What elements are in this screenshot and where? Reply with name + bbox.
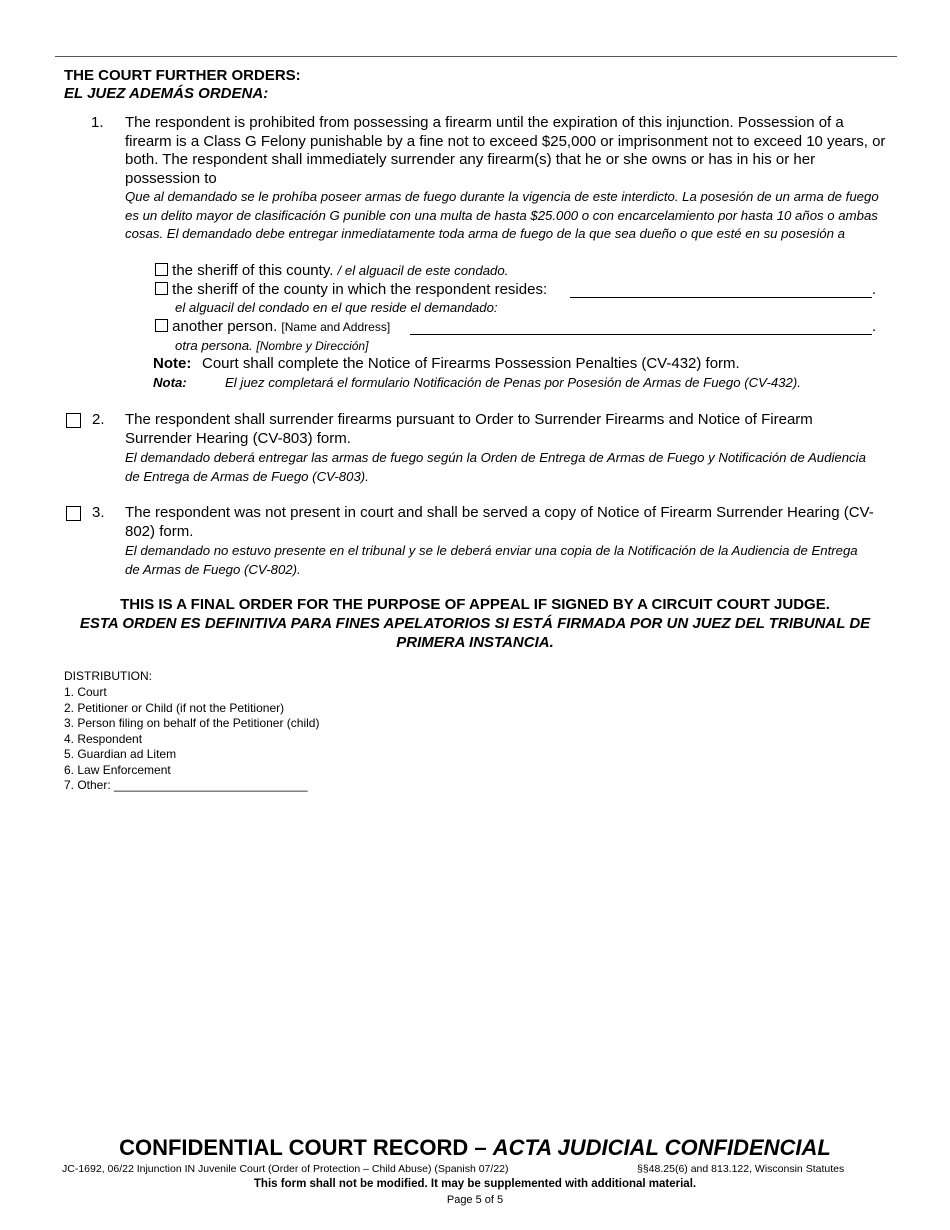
statutes: §§48.25(6) and 813.122, Wisconsin Statutes: [637, 1163, 845, 1175]
note-text: Court shall complete the Notice of Firearms Possession Penalties (CV-432) form.: [202, 355, 740, 372]
option-sheriff-residence: [155, 281, 547, 300]
sheriff-residence-input-line[interactable]: [570, 283, 872, 298]
distribution-item: 4. Respondent: [64, 731, 143, 746]
option-another-person: [155, 318, 390, 337]
distribution-item: 3. Person filing on behalf of the Petitioner (child): [64, 716, 320, 730]
item-1-text-en: The respondent is prohibited from possessing a firearm until the expiration of this injunction. Possession of a firearm is a Class G Felony punishable by a fine not to exceed $25,000 or imprisonment not to exceed 10 years, or both. The respondent shall immediately surrender any firearm(s) that he or she owns or has in his or her possession to: [125, 114, 886, 187]
another-person-checkbox[interactable]: [155, 319, 168, 332]
item-2-text-es: El demandado deberá entregar las armas de fuego según la Orden de Entrega de Armas de Fuego y Notificación de Audiencia de Entrega de Armas de Fuego (CV-803).: [125, 450, 866, 484]
distribution-item: 6. Law Enforcement: [64, 762, 171, 777]
item-1-text-es: Que al demandado se le prohíba poseer armas de fuego durante la vigencia de este interdicto. La posesión de un arma de fuego es un delito mayor de clasificación G punible con una multa de hasta $25.000 o con encarcelamiento por hasta 10 años o ambas cosas. El demandado debe entregar inmediatamente toda arma de fuego de la que sea dueño o que esté en su posesión a: [125, 189, 879, 241]
confidential-heading: [0, 1134, 950, 1162]
distribution-item: 1. Court: [64, 685, 107, 699]
distribution-item: 7. Other: _____________________________: [64, 778, 308, 792]
page-number: Page 5 of 5: [446, 1194, 504, 1206]
final-order-es: ESTA ORDEN ES DEFINITIVA PARA FINES APELATORIOS SI ESTÁ FIRMADA POR UN JUEZ DEL TRIBUNAL DE PRIMERA INSTANCIA.: [79, 615, 871, 651]
another-person-hint-es: [Nombre y Dirección]: [256, 339, 369, 353]
sheriff-residence-checkbox[interactable]: [155, 282, 168, 295]
item-2-checkbox[interactable]: [66, 413, 81, 428]
item-2-text-en: The respondent shall surrender firearms pursuant to Order to Surrender Firearms and Notice of Firearm Surrender Hearing (CV-803) form.: [125, 411, 813, 447]
item-3-number: 3.: [92, 504, 105, 521]
sheriff-this-county-checkbox[interactable]: [155, 263, 168, 276]
nota-text: El juez completará el formulario Notificación de Penas por Posesión de Armas de Fuego (CV-432).: [225, 375, 801, 390]
confidential-heading-en: CONFIDENTIAL COURT RECORD –: [119, 1135, 493, 1160]
another-person-label-es: otra persona.: [175, 338, 253, 353]
distribution-item: 5. Guardian ad Litem: [64, 747, 177, 761]
item-2-number: 2.: [92, 411, 105, 428]
top-rule: [55, 56, 897, 57]
sheriff-residence-label-es: el alguacil del condado en el que reside el demandado:: [175, 300, 498, 315]
section-title-en: THE COURT FURTHER ORDERS:: [64, 67, 301, 84]
item-3-text-en: The respondent was not present in court and shall be served a copy of Notice of Firearm Surrender Hearing (CV-802) form.: [125, 504, 874, 540]
sheriff-residence-label: the sheriff of the county in which the respondent resides:: [172, 281, 548, 298]
distribution-title: DISTRIBUTION:: [64, 669, 153, 683]
sheriff-residence-period: .: [872, 281, 877, 298]
another-person-period: .: [872, 318, 877, 335]
item-3-text-es: El demandado no estuvo presente en el tribunal y se le deberá enviar una copia de la Notificación de la Audiencia de Entrega de Armas de Fuego (CV-802).: [125, 543, 858, 577]
confidential-heading-es: ACTA JUDICIAL CONFIDENCIAL: [492, 1135, 831, 1160]
form-id: JC-1692, 06/22 Injunction IN Juvenile Court (Order of Protection – Child Abuse) (Spanish 07/22): [62, 1163, 509, 1175]
note-label: Note:: [153, 355, 192, 372]
distribution-list: [64, 685, 319, 794]
final-order-en: THIS IS A FINAL ORDER FOR THE PURPOSE OF APPEAL IF SIGNED BY A CIRCUIT COURT JUDGE.: [120, 596, 830, 613]
item-1-number: 1.: [91, 114, 104, 131]
sheriff-this-county-label-es: / el alguacil de este condado.: [337, 263, 509, 278]
another-person-label-es-row: [175, 337, 368, 356]
item-3-checkbox[interactable]: [66, 506, 81, 521]
another-person-hint: [Name and Address]: [281, 320, 391, 334]
sheriff-this-county-label: the sheriff of this county.: [172, 262, 334, 279]
section-title-es: EL JUEZ ADEMÁS ORDENA:: [64, 85, 269, 102]
distribution-item: 2. Petitioner or Child (if not the Petitioner): [64, 700, 285, 715]
another-person-input-line[interactable]: [410, 320, 872, 335]
item-2-checkbox-wrap: [66, 413, 81, 432]
option-sheriff-this-county: [155, 262, 508, 281]
item-3-checkbox-wrap: [66, 506, 81, 525]
another-person-label: another person.: [172, 318, 278, 335]
modification-notice: This form shall not be modified. It may be supplemented with additional material.: [253, 1178, 697, 1190]
nota-label: Nota:: [153, 375, 187, 390]
